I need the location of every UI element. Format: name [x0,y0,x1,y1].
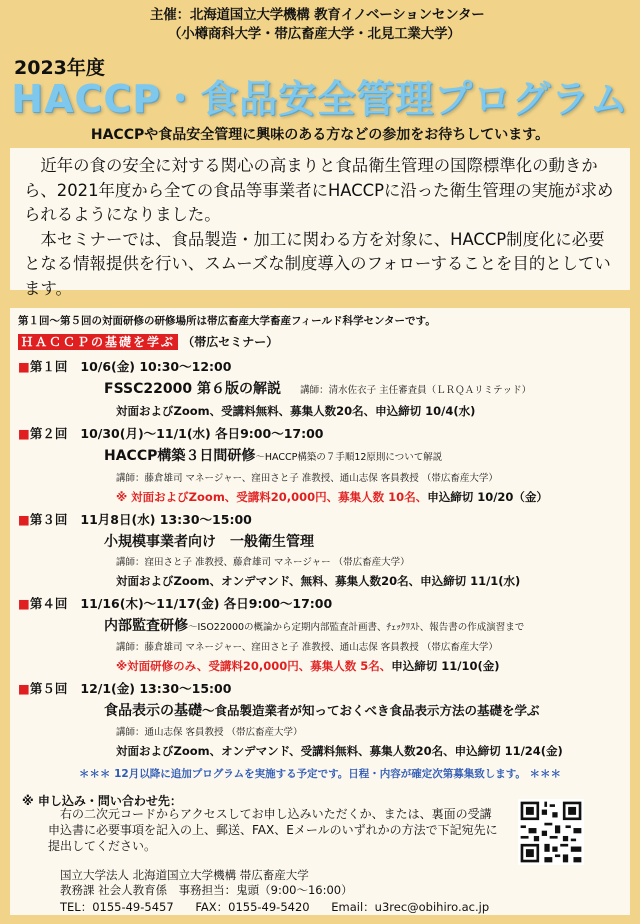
apply-body [48,806,498,854]
session-1-info: 対面およびZoom、受講料無料、募集人数20名、申込締切 10/4(水) [116,404,476,418]
session-4-title-row [104,615,524,635]
session-3-header: ■第３回 11月8日(水) 13:30～15:00 [18,512,252,527]
session-1-title: FSSC22000 第６版の解説 [104,381,281,397]
session-5-lecturer: 講師：通山志保 客員教授 （帯広畜産大学） [116,727,303,738]
apply-heading: ※ 申し込み・問い合わせ先： [22,794,182,808]
session-4-lecturer: 講師：藤倉雄司 マネージャー、窪田さと子 准教授、通山志保 客員教授 （帯広畜産大学） [116,642,498,653]
session-3-lecturer: 講師：窪田さと子 准教授、藤倉雄司 マネージャー （帯広畜産大学） [116,557,410,568]
session-5-title-row [104,700,540,720]
sponsor-line-2: （小樽商科大学・帯広畜産大学・北見工業大学） [168,26,461,42]
session-2-info: ※ 対面およびZoom、受講料20,000円、募集人数 10名、申込締切 10/20（金） [116,490,548,504]
session-2-title: HACCP構築３日間研修 [104,448,256,464]
session-2-title-row [104,445,442,465]
session-5-title: 食品表示の基礎 [104,703,202,719]
contact-row [60,899,489,915]
sponsor-block [150,6,485,44]
intro-paragraph-2: 本セミナーでは、食品製造・加工に関わる方を対象に、HACCP制度化に必要となる情報提供を行い、スムーズな制度導入のフォローすることを目的としています。 [24,229,611,298]
tel-number[interactable]: TEL：0155-49-5457 [60,900,174,914]
org-line-2: 教務課 社会人教育係 事務担当：鬼頭（9:00～16:00） [60,883,353,897]
session-3-info: 対面およびZoom、オンデマンド、無料、募集人数20名、申込締切 11/1(水) [116,574,521,588]
session-3-title: 小規模事業者向け 一般衛生管理 [104,534,314,550]
email-link[interactable]: Email：u3rec@obihiro.ac.jp [331,900,490,914]
org-line-1: 国立大学法人 北海道国立大学機構 帯広畜産大学 [60,868,309,882]
session-4-header: ■第４回 11/16(木)～11/17(金) 各日9:00～17:00 [18,596,333,611]
session-5-subtitle: ～食品製造業者が知っておくべき食品表示方法の基礎を学ぶ [202,703,540,718]
session-4-subtitle: ～ISO22000の概論から定期内部監査計画書、ﾁｪｯｸﾘｽﾄ、報告書の作成演習まで [188,622,525,633]
session-2-subtitle: ～HACCP構築の７手順12原則について解説 [255,452,443,463]
session-1-lecturer: 講師：清水佐衣子 主任審査員（ＬＲＱＡリミテッド） [300,385,532,396]
additional-program-note: ＊＊＊ 12月以降に追加プログラムを実施する予定です。日程・内容が確定次第募集致します。 ＊＊＊ [78,768,562,780]
fax-number: FAX：0155-49-5420 [195,900,310,914]
series-heading [18,333,278,350]
session-5-header: ■第５回 12/1(金) 13:30～15:00 [18,681,232,696]
series-sub: （帯広セミナー） [182,335,279,349]
year-label: 2023年度 [14,57,105,79]
session-4-title: 内部監査研修 [104,618,188,634]
session-5-info: 対面およびZoom、オンデマンド、受講料無料、募集人数20名、申込締切 11/24(金) [116,744,563,758]
apply-instructions: 右の二次元コードからアクセスしてお申し込みいただくか、または、裏面の受講申込書に必要事項を記入の上、郵送、FAX、Eメールのいずれかの方法で下記宛先に提出してください。 [48,807,498,853]
qr-code-icon[interactable] [518,799,584,865]
series-label: ＨＡＣＣＰの基礎を学ぶ [18,334,178,350]
venue-note: 第１回～第５回の対面研修の研修場所は帯広畜産大学畜産フィールド科学センターです。 [18,315,436,327]
session-2-lecturer: 講師：藤倉雄司 マネージャー、窪田さと子 准教授、通山志保 客員教授 （帯広畜産大学） [116,473,498,484]
intro-paragraph-1: 近年の食の安全に対する関心の高まりと食品衛生管理の国際標準化の動きから、2021年度から全ての食品等事業者にHACCPに沿った衛生管理の実施が求められるようになりました。 [24,156,614,224]
session-1-title-row [104,378,531,398]
sponsor-line-1: 主催：北海道国立大学機構 教育イノベーションセンター [150,7,485,23]
page-title: HACCP・食品安全管理プログラム [11,77,629,121]
session-3-title-row [104,531,314,551]
session-2-header: ■第２回 10/30(月)～11/1(水) 各日9:00～17:00 [18,426,324,441]
session-4-info: ※対面研修のみ、受講料20,000円、募集人数 5名、申込締切 11/10(金) [116,659,500,673]
intro-box [10,148,630,298]
invite-text: HACCPや食品安全管理に興味のある方などの参加をお待ちしています。 [90,127,550,143]
organization-block [60,868,353,898]
session-1-header: ■第１回 10/6(金) 10:30～12:00 [18,359,232,374]
